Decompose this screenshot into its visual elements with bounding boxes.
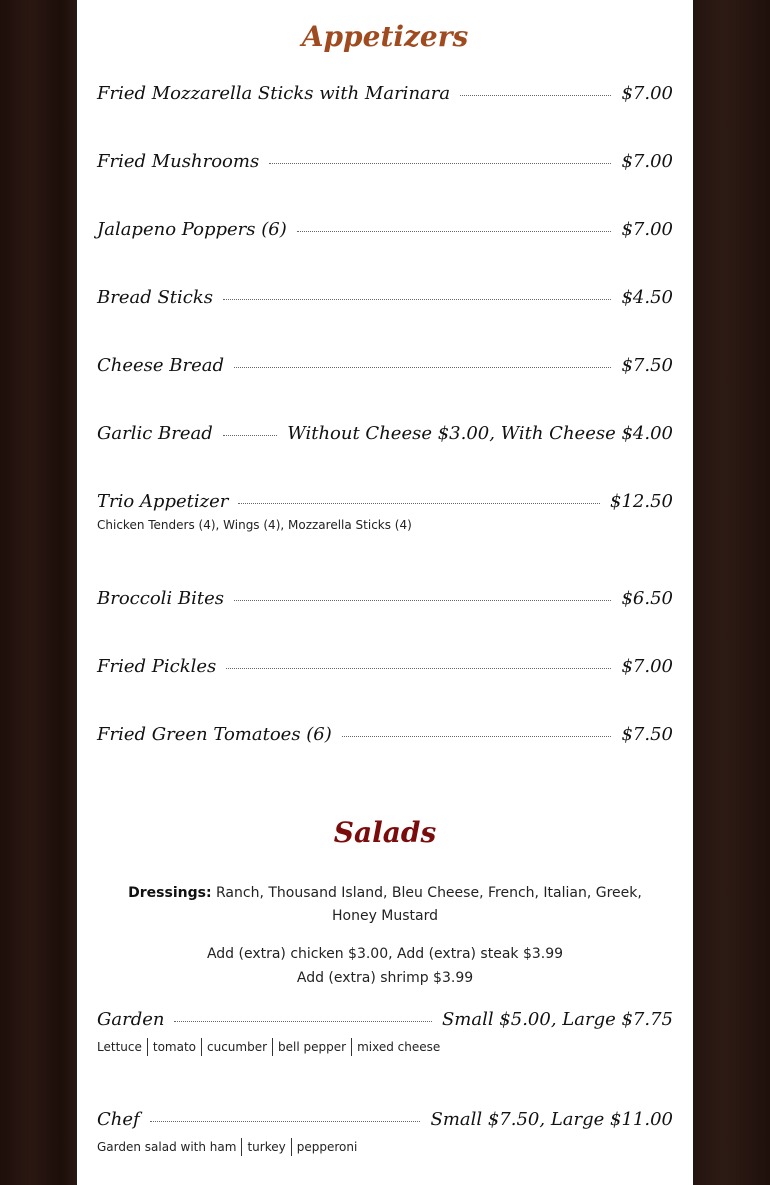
item-price: Without Cheese $3.00, With Cheese $4.00 xyxy=(287,423,673,444)
ingredient-list xyxy=(97,1138,673,1156)
dotted-leader xyxy=(150,1120,421,1122)
extras-info xyxy=(117,942,653,990)
item-price: $7.50 xyxy=(621,724,673,745)
dotted-leader xyxy=(234,366,611,368)
item-name: Fried Pickles xyxy=(97,656,217,677)
dotted-leader xyxy=(460,94,611,96)
menu-item xyxy=(97,583,673,611)
ingredient: turkey xyxy=(241,1138,290,1156)
item-name: Trio Appetizer xyxy=(97,491,229,512)
dressings-label: Dressings: xyxy=(128,885,212,901)
dotted-leader xyxy=(174,1020,431,1022)
ingredient: bell pepper xyxy=(272,1038,351,1056)
appetizers-title: Appetizers xyxy=(301,20,469,53)
item-name: Jalapeno Poppers (6) xyxy=(97,219,287,240)
ingredient: tomato xyxy=(147,1038,201,1056)
extras-line: Add (extra) chicken $3.00, Add (extra) steak $3.99 xyxy=(206,946,564,962)
ingredient: mixed cheese xyxy=(351,1038,445,1056)
menu-item xyxy=(97,719,673,747)
ingredient: Lettuce xyxy=(97,1040,142,1054)
menu-item xyxy=(97,1104,673,1156)
item-name: Garlic Bread xyxy=(97,423,213,444)
item-price: Small $7.50, Large $11.00 xyxy=(430,1109,673,1130)
menu-item xyxy=(97,651,673,679)
item-price: $12.50 xyxy=(610,491,673,512)
item-name: Fried Green Tomatoes (6) xyxy=(97,724,332,745)
item-price: $6.50 xyxy=(621,588,673,609)
item-name: Chef xyxy=(97,1109,140,1130)
background-right xyxy=(693,0,770,1185)
item-name: Cheese Bread xyxy=(97,355,225,376)
dotted-leader xyxy=(223,298,611,300)
menu-item xyxy=(97,146,673,174)
item-description: Chicken Tenders (4), Wings (4), Mozzarella Sticks (4) xyxy=(97,518,412,532)
dotted-leader xyxy=(223,434,278,436)
ingredient-list xyxy=(97,1038,673,1056)
item-price: Small $5.00, Large $7.75 xyxy=(441,1009,673,1030)
item-name: Bread Sticks xyxy=(97,287,214,308)
menu-item xyxy=(97,486,673,532)
item-price: $4.50 xyxy=(621,287,673,308)
item-name: Fried Mozzarella Sticks with Marinara xyxy=(97,83,451,104)
menu-item xyxy=(97,418,673,446)
dotted-leader xyxy=(269,162,611,164)
ingredient: Garden salad with ham xyxy=(97,1140,237,1154)
dotted-leader xyxy=(342,735,612,737)
dotted-leader xyxy=(238,502,600,504)
extras-line: Add (extra) shrimp $3.99 xyxy=(296,970,474,986)
item-name: Broccoli Bites xyxy=(97,588,225,609)
item-name: Fried Mushrooms xyxy=(97,151,260,172)
menu-item xyxy=(97,282,673,310)
item-price: $7.00 xyxy=(621,656,673,677)
menu-page xyxy=(77,0,693,1185)
salads-title: Salads xyxy=(333,816,437,849)
menu-item xyxy=(97,350,673,378)
dotted-leader xyxy=(234,599,611,601)
ingredient: pepperoni xyxy=(291,1138,363,1156)
dressings-info xyxy=(117,882,653,928)
dressings-text: Ranch, Thousand Island, Bleu Cheese, French, Italian, Greek, Honey Mustard xyxy=(216,885,642,924)
item-price: $7.00 xyxy=(621,219,673,240)
item-price: $7.50 xyxy=(621,355,673,376)
menu-item xyxy=(97,78,673,106)
item-price: $7.00 xyxy=(621,151,673,172)
ingredient: cucumber xyxy=(201,1038,272,1056)
item-name: Garden xyxy=(97,1009,165,1030)
dotted-leader xyxy=(297,230,612,232)
menu-item xyxy=(97,1004,673,1056)
dotted-leader xyxy=(226,667,611,669)
menu-item xyxy=(97,214,673,242)
item-price: $7.00 xyxy=(621,83,673,104)
